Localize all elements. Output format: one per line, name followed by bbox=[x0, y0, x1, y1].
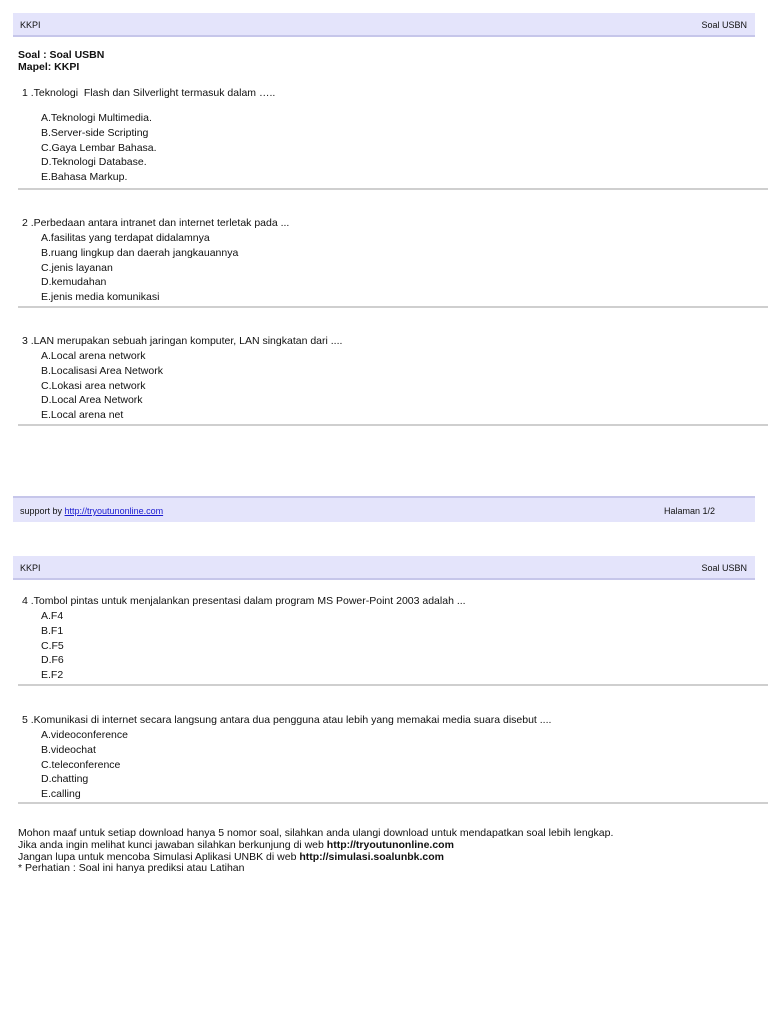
question-stem: 1 .Teknologi Flash dan Silverlight termasuk dalam ….. bbox=[22, 87, 276, 99]
support-link[interactable]: http://tryoutunonline.com bbox=[64, 506, 164, 516]
option-list bbox=[41, 231, 289, 305]
note-line-1: Mohon maaf untuk setiap download hanya 5 nomor soal, silahkan anda ulangi download untuk mendapatkan soal lebih lengkap. bbox=[18, 827, 614, 839]
question-divider bbox=[18, 802, 768, 804]
header-subject: KKPI bbox=[20, 20, 41, 30]
question-stem: 5 .Komunikasi di internet secara langsung antara dua pengguna atau lebih yang memakai media suara disebut .... bbox=[22, 714, 552, 726]
option-d[interactable]: D.kemudahan bbox=[41, 276, 107, 289]
page-number: Halaman 1/2 bbox=[663, 506, 715, 516]
question-2 bbox=[22, 216, 289, 305]
note-line-3-text: Jangan lupa untuk mencoba Simulasi Aplikasi UNBK di web bbox=[18, 850, 300, 863]
question-stem: 3 .LAN merupakan sebuah jaringan komputer, LAN singkatan dari .... bbox=[22, 335, 343, 347]
question-stem: 2 .Perbedaan antara intranet dan internet terletak pada ... bbox=[22, 217, 290, 229]
question-3 bbox=[22, 334, 342, 423]
option-b[interactable]: B.Localisasi Area Network bbox=[41, 364, 163, 377]
question-stem: 4 .Tombol pintas untuk menjalankan presentasi dalam program MS Power-Point 2003 adalah ... bbox=[22, 595, 466, 607]
option-c[interactable]: C.jenis layanan bbox=[41, 261, 113, 274]
option-c[interactable]: C.teleconference bbox=[41, 758, 121, 771]
header-exam-type: Soal USBN bbox=[701, 563, 747, 573]
option-b[interactable]: B.ruang lingkup dan daerah jangkauannya bbox=[41, 246, 239, 259]
question-divider bbox=[18, 424, 768, 426]
option-list bbox=[41, 609, 466, 683]
question-divider bbox=[18, 684, 768, 686]
header-exam-type: Soal USBN bbox=[701, 20, 747, 30]
option-c[interactable]: C.Lokasi area network bbox=[41, 379, 146, 392]
option-list bbox=[41, 111, 275, 185]
header-subject: KKPI bbox=[20, 563, 41, 573]
option-d[interactable]: D.F6 bbox=[41, 654, 64, 667]
option-e[interactable]: E.calling bbox=[41, 788, 81, 801]
option-a[interactable]: A.Local arena network bbox=[41, 350, 146, 362]
page2-header bbox=[13, 556, 755, 580]
download-notes bbox=[18, 828, 613, 875]
option-list bbox=[41, 728, 551, 802]
mapel-title: Mapel: KKPI bbox=[18, 61, 80, 73]
note-line-2-text: Jika anda ingin melihat kunci jawaban silahkan berkunjung di web bbox=[18, 838, 327, 851]
option-a[interactable]: A.videoconference bbox=[41, 729, 128, 741]
option-e[interactable]: E.jenis media komunikasi bbox=[41, 291, 160, 304]
option-b[interactable]: B.videochat bbox=[41, 743, 96, 756]
option-e[interactable]: E.F2 bbox=[41, 669, 64, 682]
note-line-4: * Perhatian : Soal ini hanya prediksi atau Latihan bbox=[18, 862, 245, 875]
option-a[interactable]: A.Teknologi Multimedia. bbox=[41, 112, 152, 124]
question-divider bbox=[18, 188, 768, 190]
question-4 bbox=[22, 594, 466, 683]
option-e[interactable]: E.Local arena net bbox=[41, 409, 124, 422]
option-b[interactable]: B.Server-side Scripting bbox=[41, 126, 149, 139]
page1-footer bbox=[13, 496, 755, 522]
question-1 bbox=[22, 86, 275, 185]
exam-meta bbox=[18, 49, 104, 73]
option-d[interactable]: D.Teknologi Database. bbox=[41, 156, 147, 169]
answer-key-link[interactable]: http://tryoutunonline.com bbox=[326, 838, 454, 851]
option-d[interactable]: D.Local Area Network bbox=[41, 394, 143, 407]
option-a[interactable]: A.fasilitas yang terdapat didalamnya bbox=[41, 232, 210, 244]
question-divider bbox=[18, 306, 768, 308]
option-list bbox=[41, 349, 342, 423]
support-credit bbox=[20, 506, 163, 516]
option-c[interactable]: C.F5 bbox=[41, 639, 64, 652]
simulation-link[interactable]: http://simulasi.soalunbk.com bbox=[299, 850, 445, 863]
support-prefix: support by bbox=[20, 506, 65, 516]
option-b[interactable]: B.F1 bbox=[41, 624, 64, 637]
page1-header bbox=[13, 13, 755, 37]
option-a[interactable]: A.F4 bbox=[41, 610, 64, 622]
soal-title: Soal : Soal USBN bbox=[18, 49, 105, 61]
option-c[interactable]: C.Gaya Lembar Bahasa. bbox=[41, 141, 157, 154]
question-5 bbox=[22, 713, 551, 802]
option-d[interactable]: D.chatting bbox=[41, 773, 89, 786]
option-e[interactable]: E.Bahasa Markup. bbox=[41, 171, 128, 184]
